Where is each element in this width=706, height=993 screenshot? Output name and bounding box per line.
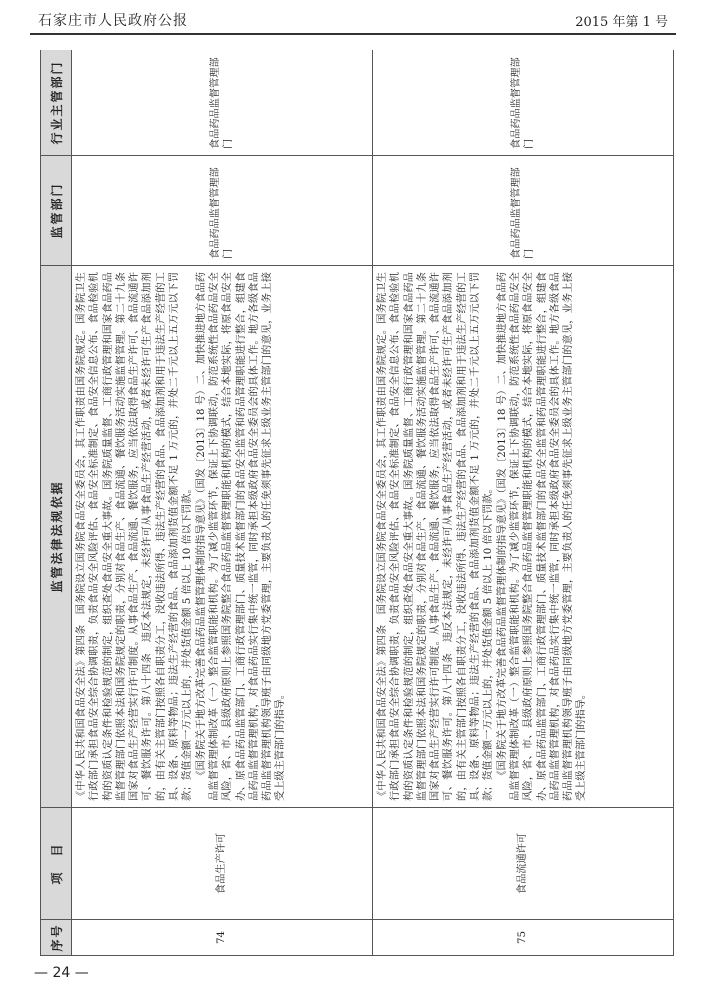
legal-basis-paragraph: 《国务院关于地方改革完善食品药品监督管理体制的指导意见》（国发〔2013〕18 号）二、加快推进地方食品药品监督管理体制改革（一）整合监管职能和机构。为了减少监管环节，保证上下协调联动，防范系统性食品药品安全风险，省、市、县级政府原则上参照国务院整合食品药品监督管理职能和机构的模式，结合本地实际，将原食品安全办、原食品药品监管部门、工商行政管理部门、质量技术监督部门的食品安全监管和药品管理职能进行整合，组建食品药品监督管理机构，对食品药品实行集中统一监管，同时承担本级政府食品安全委员会的具体工作。地方各级食品药品监督管理机构领导班子由同级地方党委管理，主要负责人的任免须事先征求上级业务主管部门的意见，业务上接受上级主管部门的指导。 <box>496 272 588 801</box>
row-industry-dept: 食品药品监督管理部门 <box>373 50 674 156</box>
col-header-basis: 监管法律法规依据 <box>41 266 72 808</box>
col-header-dept: 监管部门 <box>41 156 72 266</box>
regulation-table <box>40 50 674 956</box>
page-number: — 24 — <box>34 965 89 981</box>
table-header-row <box>41 50 72 956</box>
table-row <box>72 50 373 956</box>
col-header-industry: 行业主管部门 <box>41 50 72 156</box>
legal-basis-paragraph: 《国务院关于地方改革完善食品药品监督管理体制的指导意见》（国发〔2013〕18 号）二、加快推进地方食品药品监督管理体制改革（一）整合监管职能和机构。为了减少监管环节，保证上下协调联动，防范系统性食品药品安全风险，省、市、县级政府原则上参照国务院整合食品药品监督管理职能和机构的模式，结合本地实际，将原食品安全办、原食品药品监管部门、工商行政管理部门、质量技术监督部门的食品安全监管和药品管理职能进行整合，组建食品药品监督管理机构，对食品药品实行集中统一监管，同时承担本级政府食品安全委员会的具体工作。地方各级食品药品监督管理机构领导班子由同级地方党委管理，主要负责人的任免须事先征求上级业务主管部门的意见，业务上接受上级主管部门的指导。 <box>195 272 287 801</box>
header-rule <box>30 33 676 35</box>
table-row <box>373 50 674 956</box>
row-dept: 食品药品监督管理部门 <box>373 156 674 266</box>
row-item: 食品流通许可 <box>373 808 674 920</box>
row-industry-dept: 食品药品监督管理部门 <box>72 50 373 156</box>
legal-basis-paragraph: 《中华人民共和国食品安全法》第四条 国务院设立国务院食品安全委员会，其工作职责由国务院规定。国务院卫生行政部门承担食品安全综合协调职责，负责食品安全风险评估、食品安全标准制定、食品安全信息公布、食品检验机构的资质认定条件和检验规范的制定，组织查处食品安全重大事故。国务院质量监督、工商行政管理和国家食品药品监督管理部门依照本法和国务院规定的职责，分别对食品生产、食品流通、餐饮服务活动实施监督管理。第二十九条 国家对食品生产经营实行许可制度。从事食品生产、食品流通、餐饮服务，应当依法取得食品生产许可、食品流通许可、餐饮服务许可。第八十四条 违反本法规定，未经许可从事食品生产经营活动，或者未经许可生产食品添加剂的，由有关主管部门按照各自职责分工，没收违法所得、违法生产经营的食品、食品添加剂和用于违法生产经营的工具、设备、原料等物品；违法生产经营的食品、食品添加剂货值金额不足 1 万元的，并处二千元以上五万元以下罚款；货值金额一万元以上的，并处货值金额 5 倍以上 10 倍以下罚款。 <box>76 261 194 801</box>
header-issue: 2015 年第 1 号 <box>575 15 668 30</box>
table-wrapper <box>40 50 674 956</box>
row-legal-basis <box>72 261 373 808</box>
row-item: 食品生产许可 <box>72 808 373 920</box>
col-header-no: 序号 <box>41 920 72 956</box>
legal-basis-paragraph: 《中华人民共和国食品安全法》第四条 国务院设立国务院食品安全委员会，其工作职责由国务院规定。国务院卫生行政部门承担食品安全综合协调职责，负责食品安全风险评估、食品安全标准制定、食品安全信息公布、食品检验机构的资质认定条件和检验规范的制定，组织查处食品安全重大事故。国务院质量监督、工商行政管理和国家食品药品监督管理部门依照本法和国务院规定的职责，分别对食品生产、食品流通、餐饮服务活动实施监督管理。第二十九条 国家对食品生产经营实行许可制度。从事食品生产、食品流通、餐饮服务，应当依法取得食品生产许可、食品流通许可、餐饮服务许可。第八十四条 违反本法规定，未经许可从事食品生产经营活动，或者未经许可生产食品添加剂的，由有关主管部门按照各自职责分工，没收违法所得、违法生产经营的食品、食品添加剂和用于违法生产经营的工具、设备、原料等物品；违法生产经营的食品、食品添加剂货值金额不足 1 万元的，并处二千元以上五万元以下罚款；货值金额一万元以上的，并处货值金额 5 倍以上 10 倍以下罚款。 <box>377 261 495 801</box>
row-dept: 食品药品监督管理部门 <box>72 156 373 266</box>
header-title: 石家庄市人民政府公报 <box>38 13 188 29</box>
row-legal-basis <box>373 261 674 808</box>
col-header-item: 项 目 <box>41 808 72 920</box>
rotated-table-frame <box>40 50 674 956</box>
row-no: 74 <box>72 920 373 956</box>
row-no: 75 <box>373 920 674 956</box>
